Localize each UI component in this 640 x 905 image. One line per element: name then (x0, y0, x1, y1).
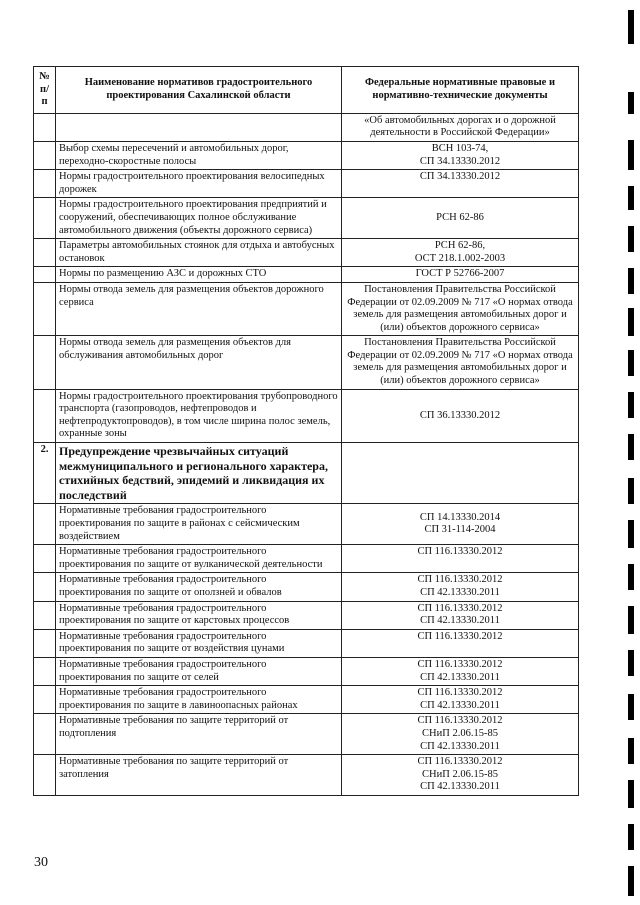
row-number (34, 239, 56, 267)
row-number (34, 545, 56, 573)
norm-documents (342, 504, 579, 545)
document-reference: Постановления Правительства Российской Федерации от 02.09.2009 № 717 «О нормах отвода земель для размещения автомобильных дорог и (или) объектов дорожного сервиса» (347, 283, 573, 333)
document-reference: СП 116.13330.2012 (417, 687, 503, 699)
row-number (34, 389, 56, 442)
document-reference: РСН 62-86 (436, 211, 484, 223)
scan-edge-mark (628, 780, 634, 808)
document-reference: СП 42.13330.2011 (420, 699, 500, 711)
document-reference: СП 14.13330.2014 (419, 511, 501, 523)
table-body (34, 113, 579, 795)
norm-name: Нормативные требования градостроительного проектирования по защите от вулканической деятельности (56, 545, 342, 573)
document-reference: РСН 62-86, (434, 240, 486, 252)
norm-name: Нормативные требования по защите территорий от затопления (56, 755, 342, 796)
table-row (34, 282, 579, 335)
norm-documents (342, 573, 579, 601)
norm-name: Выбор схемы пересечений и автомобильных дорог, переходно-скоростные полосы (56, 141, 342, 169)
table-row (34, 629, 579, 657)
norm-name: Нормы градостроительного проектирования велосипедных дорожек (56, 170, 342, 198)
scan-edge-mark (628, 564, 634, 590)
scan-edge-mark (628, 92, 634, 114)
document-reference: СП 116.13330.2012 (417, 756, 503, 768)
norm-documents (342, 686, 579, 714)
row-number (34, 170, 56, 198)
table-row (34, 267, 579, 283)
row-number (34, 336, 56, 389)
row-number (34, 601, 56, 629)
norm-documents (342, 545, 579, 573)
document-reference: СП 42.13330.2011 (420, 586, 500, 598)
row-number (34, 504, 56, 545)
table-row (34, 336, 579, 389)
norm-documents (342, 239, 579, 267)
document-reference: СП 42.13330.2011 (420, 781, 500, 793)
section-row (34, 443, 579, 504)
scan-edge-mark (628, 650, 634, 676)
document-reference: СП 116.13330.2012 (417, 574, 503, 586)
document-reference: СП 42.13330.2011 (420, 615, 500, 627)
scan-edge-mark (628, 10, 634, 44)
row-number (34, 686, 56, 714)
table-row (34, 198, 579, 239)
table-row (34, 601, 579, 629)
scan-edge-mark (628, 186, 634, 210)
table-row (34, 686, 579, 714)
norm-name: Нормативные требования градостроительного проектирования по защите от оползней и обвалов (56, 573, 342, 601)
document-reference: СП 116.13330.2012 (417, 602, 503, 614)
page-number: 30 (34, 855, 48, 870)
document-reference: СП 116.13330.2012 (417, 715, 503, 727)
table-row (34, 141, 579, 169)
document-reference: СНиП 2.06.15-85 (422, 768, 498, 780)
document-reference: ОСТ 218.1.002-2003 (414, 252, 506, 264)
row-number (34, 629, 56, 657)
norm-name: Нормативные требования градостроительного проектирования по защите в районах с сейсмическим воздействием (56, 504, 342, 545)
scan-edge-mark (628, 866, 634, 896)
table-row (34, 389, 579, 442)
norm-documents (342, 389, 579, 442)
norm-documents (342, 170, 579, 198)
table-row (34, 113, 579, 141)
norm-documents (342, 657, 579, 685)
document-reference: СНиП 2.06.15-85 (422, 727, 498, 739)
norm-name: Нормативные требования градостроительного проектирования по защите от селей (56, 657, 342, 685)
document-reference: СП 34.13330.2012 (419, 171, 501, 183)
scan-edge-mark (628, 824, 634, 850)
table-row (34, 573, 579, 601)
row-number (34, 755, 56, 796)
norm-name: Параметры автомобильных стоянок для отдыха и автобусных остановок (56, 239, 342, 267)
header-name: Наименование нормативов градостроительного проектирования Сахалинской области (56, 67, 342, 114)
norm-documents (342, 714, 579, 755)
table-row (34, 755, 579, 796)
norm-name: Нормативные требования градостроительного проектирования по защите от карстовых процессов (56, 601, 342, 629)
norm-name: Нормативные требования по защите территорий от подтопления (56, 714, 342, 755)
table-row (34, 504, 579, 545)
scan-edge-mark (628, 478, 634, 504)
document-reference: СП 116.13330.2012 (417, 546, 503, 558)
scan-edge-mark (628, 350, 634, 376)
scan-edge-mark (628, 140, 634, 170)
document-reference: Постановления Правительства Российской Федерации от 02.09.2009 № 717 «О нормах отвода земель для размещения автомобильных дорог и (или) объектов дорожного сервиса» (347, 337, 573, 387)
document-reference: СП 116.13330.2012 (417, 630, 503, 642)
norm-name: Нормативные требования градостроительного проектирования по защите от воздействия цунами (56, 629, 342, 657)
norm-name: Нормы градостроительного проектирования предприятий и сооружений, обеспечивающих полное обслуживание автомобильного движения (объекты дорожного сервиса) (56, 198, 342, 239)
section-title: Предупреждение чрезвычайных ситуаций межмуниципального и регионального характера, стихийных бедствий, эпидемий и ликвидация их последствий (56, 443, 342, 504)
scan-edge-mark (628, 738, 634, 764)
table-row (34, 714, 579, 755)
scan-edge-mark (628, 520, 634, 548)
document-reference: «Об автомобильных дорогах и о дорожной деятельности в Российской Федерации» (364, 114, 556, 139)
row-number (34, 714, 56, 755)
scan-edge-mark (628, 268, 634, 294)
table-row (34, 239, 579, 267)
norm-documents (342, 336, 579, 389)
norms-table (33, 66, 579, 796)
norm-name: Нормы градостроительного проектирования трубопроводного транспорта (газопроводов, нефтепроводов и нефтепродуктопроводов), в том числе ширина полос земель, охранные зоны (56, 389, 342, 442)
header-docs: Федеральные нормативные правовые и нормативно-технические документы (342, 67, 579, 114)
scan-edge-mark (628, 694, 634, 720)
document-reference: СП 116.13330.2012 (417, 658, 503, 670)
scan-edge-mark (628, 606, 634, 634)
row-number (34, 113, 56, 141)
document-reference: ГОСТ Р 52766-2007 (415, 268, 505, 280)
document-reference: СП 42.13330.2011 (420, 671, 500, 683)
norm-documents (342, 113, 579, 141)
table-header-row (34, 67, 579, 114)
row-number (34, 573, 56, 601)
norm-documents (342, 443, 579, 504)
row-number (34, 141, 56, 169)
row-number (34, 282, 56, 335)
document-reference: СП 42.13330.2011 (420, 740, 500, 752)
document-reference: ВСН 103-74, (431, 142, 489, 154)
norm-name: Нормы отвода земель для размещения объектов для обслуживания автомобильных дорог (56, 336, 342, 389)
document-reference: СП 36.13330.2012 (419, 409, 501, 421)
norm-name (56, 113, 342, 141)
scan-edge-mark (628, 226, 634, 252)
table-row (34, 657, 579, 685)
norm-documents (342, 601, 579, 629)
norm-documents (342, 629, 579, 657)
norm-documents (342, 141, 579, 169)
norm-documents (342, 282, 579, 335)
header-num: № п/п (34, 67, 56, 114)
row-number (34, 267, 56, 283)
document-reference: СП 34.13330.2012 (419, 155, 501, 167)
scan-edge-mark (628, 434, 634, 460)
document-reference: СП 31-114-2004 (424, 524, 496, 536)
norm-name: Нормы по размещению АЗС и дорожных СТО (56, 267, 342, 283)
norm-documents (342, 267, 579, 283)
norm-documents (342, 198, 579, 239)
row-number (34, 198, 56, 239)
norm-name: Нормативные требования градостроительного проектирования по защите в лавиноопасных районах (56, 686, 342, 714)
row-number (34, 657, 56, 685)
norm-documents (342, 755, 579, 796)
table-row (34, 545, 579, 573)
table-row (34, 170, 579, 198)
scan-edge-mark (628, 392, 634, 418)
scan-edge-mark (628, 308, 634, 336)
row-number: 2. (34, 443, 56, 504)
norm-name: Нормы отвода земель для размещения объектов дорожного сервиса (56, 282, 342, 335)
